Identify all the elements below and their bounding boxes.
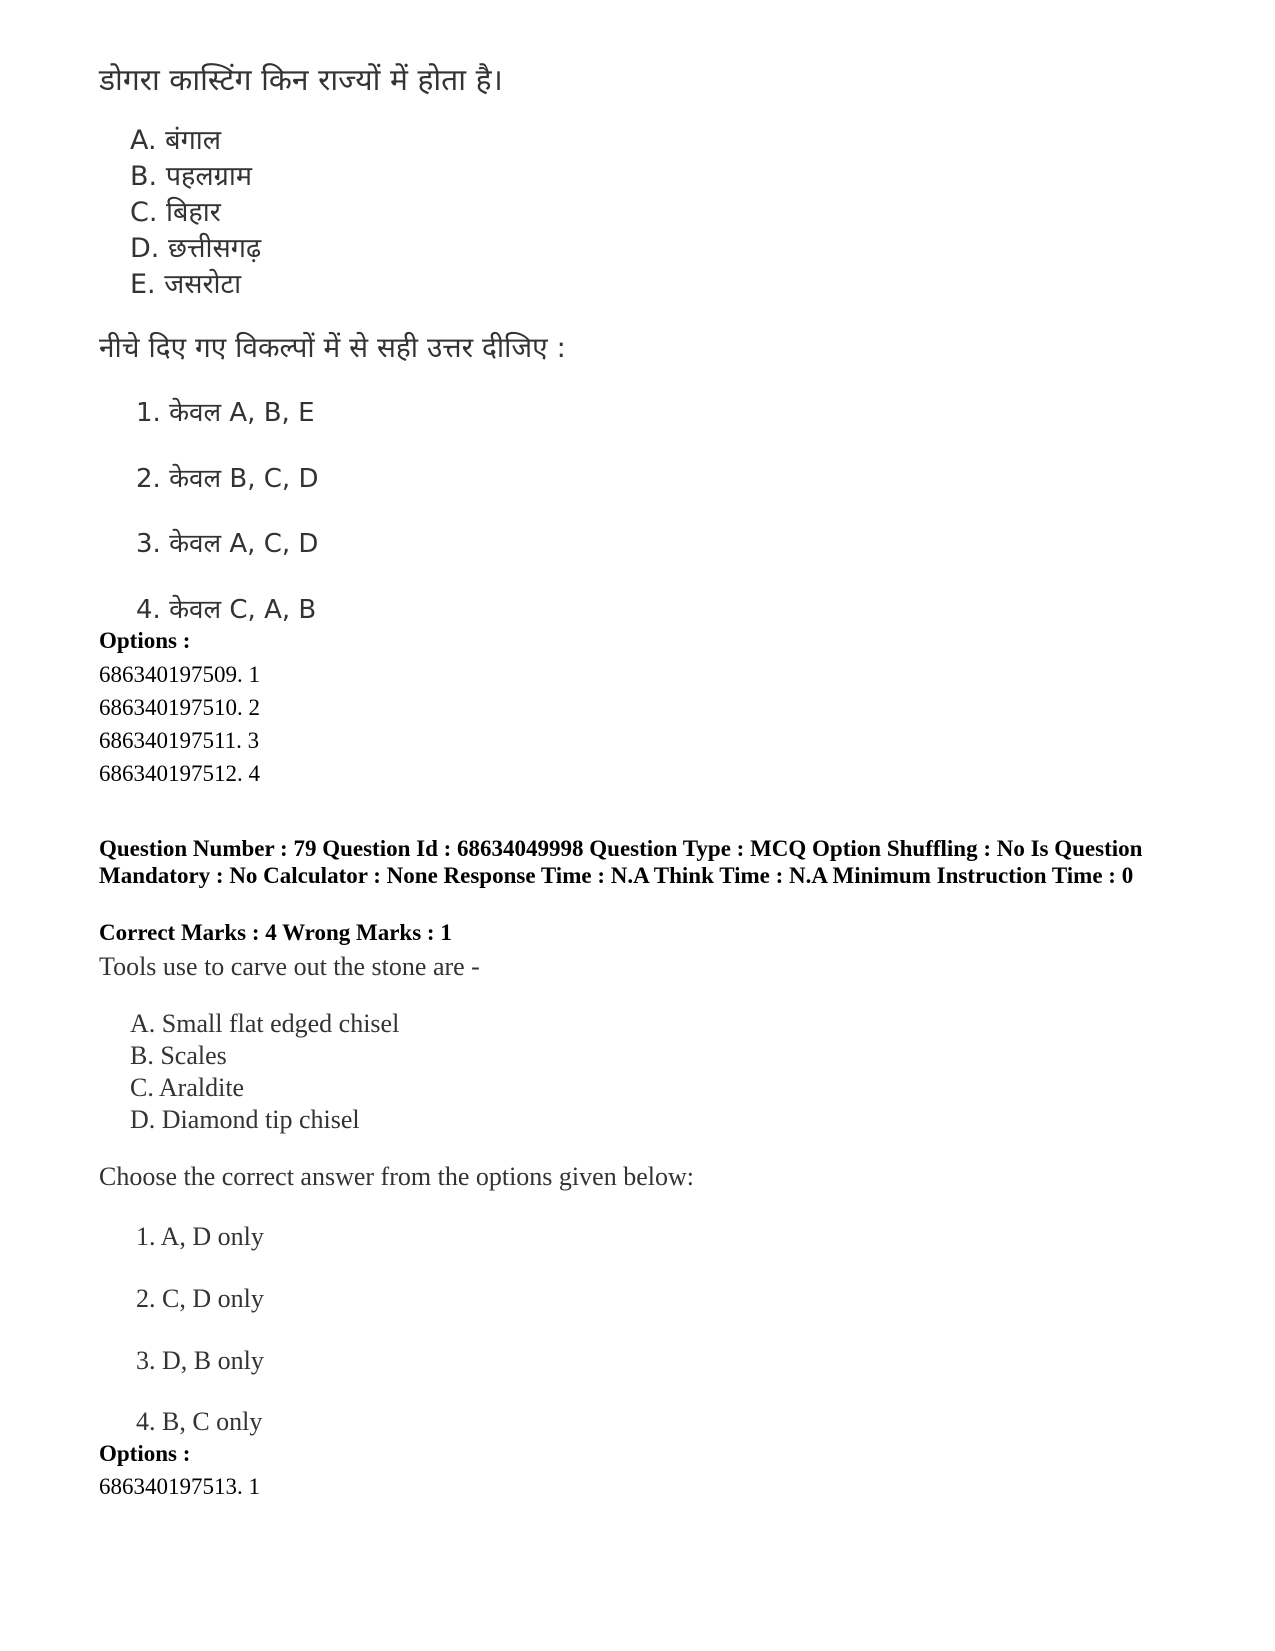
q79-metadata: Question Number : 79 Question Id : 68634049998 Question Type : MCQ Option Shuffling : No Is Question Mandatory : No Calculator : None Response Time : N.A Think Time : N.A Minimum Instruction Time : 0 bbox=[99, 836, 1143, 888]
q78-option-4: 686340197512. 4 bbox=[99, 761, 260, 786]
q78-statement-a: A. बंगाल bbox=[130, 125, 222, 156]
q79-choice-3: 3. D, B only bbox=[136, 1346, 264, 1375]
q79-options-label: Options : bbox=[99, 1441, 191, 1466]
q78-choice-1: 1. केवल A, B, E bbox=[136, 398, 315, 428]
q78-statement-b: B. पहलग्राम bbox=[130, 161, 253, 192]
q78-choice-2: 2. केवल B, C, D bbox=[136, 464, 319, 494]
question-78-text: डोगरा कास्टिंग किन राज्यों में होता है। bbox=[99, 63, 503, 98]
q78-choice-3: 3. केवल A, C, D bbox=[136, 529, 319, 559]
q78-instruction: नीचे दिए गए विकल्पों में से सही उत्तर दीजिए : bbox=[99, 331, 566, 364]
q79-statement-b: B. Scales bbox=[130, 1041, 227, 1070]
q78-statement-e: E. जसरोटा bbox=[130, 269, 242, 300]
q79-choice-4: 4. B, C only bbox=[136, 1407, 263, 1436]
q79-choice-1: 1. A, D only bbox=[136, 1222, 264, 1251]
q79-statement-a: A. Small flat edged chisel bbox=[130, 1009, 400, 1038]
q79-choice-2: 2. C, D only bbox=[136, 1284, 264, 1313]
q78-options-label: Options : bbox=[99, 628, 191, 653]
q79-marks: Correct Marks : 4 Wrong Marks : 1 bbox=[99, 920, 452, 945]
q78-option-2: 686340197510. 2 bbox=[99, 695, 260, 720]
q79-statement-c: C. Araldite bbox=[130, 1073, 245, 1102]
q79-instruction: Choose the correct answer from the options given below: bbox=[99, 1162, 694, 1191]
q79-statement-d: D. Diamond tip chisel bbox=[130, 1105, 360, 1134]
q78-statement-c: C. बिहार bbox=[130, 197, 221, 228]
question-79-text: Tools use to carve out the stone are - bbox=[99, 952, 480, 981]
q78-option-3: 686340197511. 3 bbox=[99, 728, 260, 753]
q78-choice-4: 4. केवल C, A, B bbox=[136, 595, 317, 625]
q79-option-1: 686340197513. 1 bbox=[99, 1474, 260, 1499]
q78-statement-d: D. छत्तीसगढ़ bbox=[130, 233, 262, 264]
q78-option-1: 686340197509. 1 bbox=[99, 662, 260, 687]
